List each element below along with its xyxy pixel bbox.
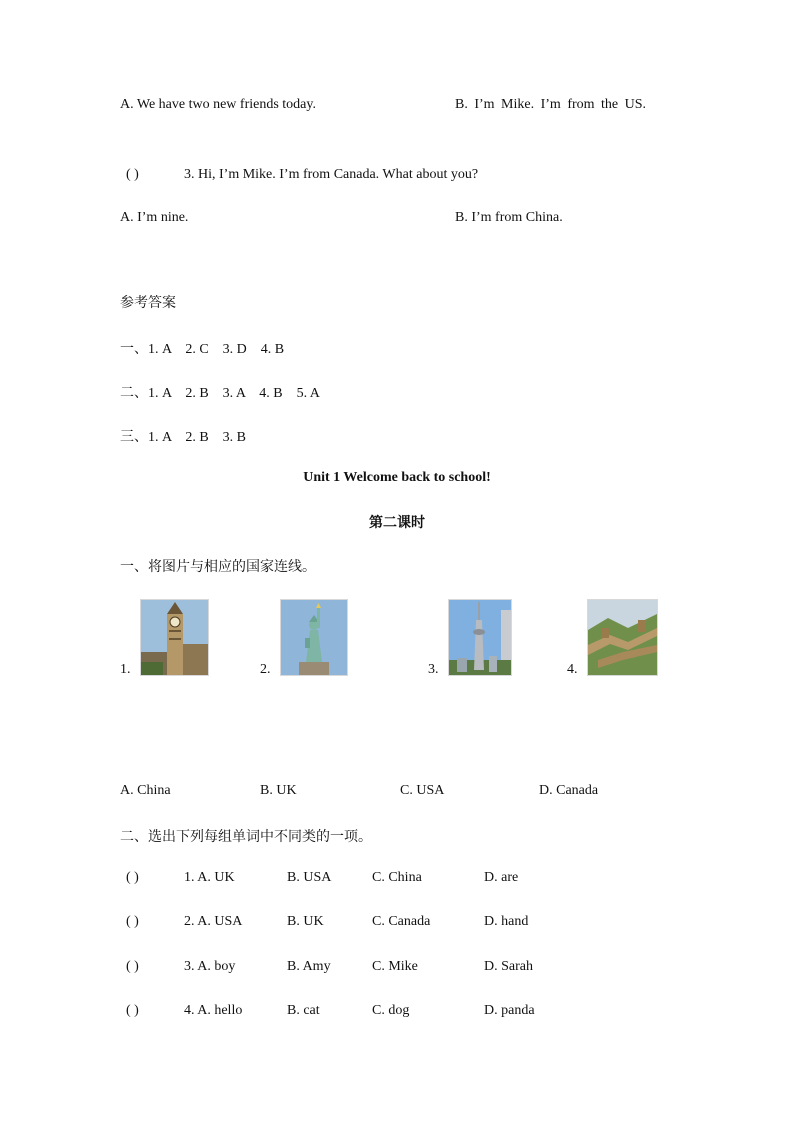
answer-row-label: 三、	[120, 429, 148, 445]
answer-row-label: 二、	[120, 385, 148, 401]
option-a: 2. A. USA	[184, 914, 243, 929]
answer-row-text: 1. A 2. B 3. B	[148, 430, 247, 445]
answer-row-1	[120, 338, 284, 358]
answer-paren: ( )	[126, 1003, 139, 1018]
answer-paren: ( )	[126, 914, 139, 929]
option-b: B. UK	[287, 914, 324, 929]
option-a: 3. A. boy	[184, 959, 236, 974]
q3-answer-paren: ( )	[126, 167, 139, 182]
q3-option-a: A. I’m nine.	[120, 210, 189, 225]
answer-row-3	[120, 426, 246, 446]
picture-number-2: 2.	[260, 662, 271, 677]
great-wall-icon	[587, 599, 658, 676]
answer-row-text: 1. A 2. C 3. D 4. B	[148, 342, 285, 357]
answer-row-text: 1. A 2. B 3. A 4. B 5. A	[148, 386, 320, 401]
answer-row-label: 一、	[120, 341, 148, 357]
option-d: D. hand	[484, 914, 529, 929]
picture-number-3: 3.	[428, 662, 439, 677]
option-c: C. Canada	[372, 914, 431, 929]
country-option-a: A. China	[120, 783, 171, 798]
section1-heading: 一、将图片与相应的国家连线。	[120, 559, 316, 575]
q3-option-b: B. I’m from China.	[455, 210, 563, 225]
option-c: C. Mike	[372, 959, 418, 974]
option-d: D. Sarah	[484, 959, 533, 974]
option-b: B. USA	[287, 870, 332, 885]
country-option-b: B. UK	[260, 783, 297, 798]
option-a: 1. A. UK	[184, 870, 235, 885]
answer-row-2	[120, 382, 320, 402]
q2-option-b: B. I’m Mike. I’m from the US.	[455, 97, 647, 112]
option-c: C. China	[372, 870, 422, 885]
q2-option-a: A. We have two new friends today.	[120, 97, 316, 112]
option-b: B. Amy	[287, 959, 331, 974]
section2-heading: 二、选出下列每组单词中不同类的一项。	[120, 829, 372, 845]
country-option-d: D. Canada	[539, 783, 599, 798]
option-a: 4. A. hello	[184, 1003, 243, 1018]
statue-of-liberty-icon	[280, 599, 348, 676]
option-b: B. cat	[287, 1003, 320, 1018]
country-option-c: C. USA	[400, 783, 445, 798]
answer-paren: ( )	[126, 870, 139, 885]
answer-paren: ( )	[126, 959, 139, 974]
option-d: D. panda	[484, 1003, 535, 1018]
answers-heading: 参考答案	[120, 295, 176, 311]
option-c: C. dog	[372, 1003, 410, 1018]
option-d: D. are	[484, 870, 519, 885]
lesson-title: 第二课时	[369, 515, 425, 531]
cn-tower-icon	[448, 599, 512, 676]
q3-prompt: 3. Hi, I’m Mike. I’m from Canada. What about you?	[184, 167, 479, 182]
unit-title: Unit 1 Welcome back to school!	[303, 470, 491, 485]
big-ben-icon	[140, 599, 209, 676]
picture-number-1: 1.	[120, 662, 131, 677]
picture-number-4: 4.	[567, 662, 578, 677]
